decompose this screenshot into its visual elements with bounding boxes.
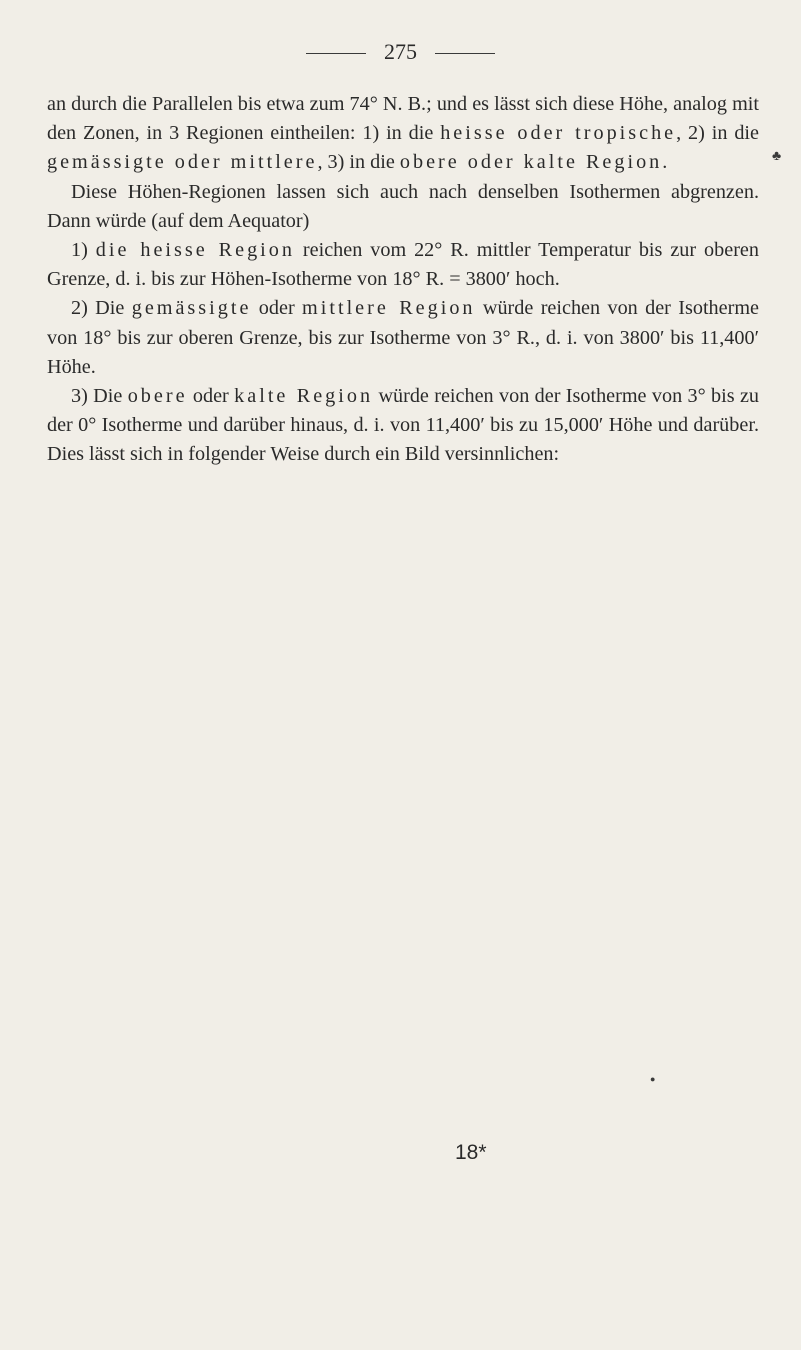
- spaced-emphasis: mittlere Region: [302, 297, 476, 320]
- text-run: .: [662, 151, 668, 174]
- text-run: oder: [251, 297, 303, 320]
- page-header: [0, 38, 801, 66]
- text-run: 2) Die: [71, 297, 132, 320]
- text-run: 3) Die: [71, 385, 128, 408]
- text-run: , 2) in die: [676, 122, 759, 145]
- text-run: reichen vom 22° R. mittler Temperatur bis zur oberen Grenze, d. i. bis zur Höhen-Isotherme von 18° R. = 3800′ hoch.: [47, 239, 759, 291]
- header-rule-left: [306, 53, 366, 54]
- spaced-emphasis: die heisse Region: [95, 239, 295, 262]
- text-run: 1): [71, 239, 96, 262]
- header-rule-right: [435, 53, 495, 54]
- spaced-emphasis: kalte Region: [234, 385, 374, 408]
- paragraph-1: [47, 90, 759, 178]
- spaced-emphasis: obere oder kalte Region: [399, 151, 663, 174]
- text-run: oder: [187, 385, 235, 408]
- paragraph-2: [47, 178, 759, 236]
- text-run: an durch die Parallelen bis etwa zum 74° N. B.; und es lässt sich diese Höhe, analog mit den Zonen, in 3 Regionen eintheilen: 1) in die: [47, 93, 759, 145]
- body-text: [47, 90, 759, 470]
- signature-mark: 18*: [455, 1141, 487, 1164]
- page-number: 275: [384, 39, 417, 64]
- spaced-emphasis: obere: [127, 385, 188, 408]
- spaced-emphasis: gemässigte: [131, 297, 252, 320]
- spaced-emphasis: heisse oder tropische: [440, 122, 677, 145]
- margin-speck: ●: [650, 1074, 656, 1084]
- text-run: Diese Höhen-Regionen lassen sich auch nach denselben Isothermen abgrenzen. Dann würde (auf dem Aequator): [47, 180, 759, 232]
- text-run: , 3) in die: [317, 151, 400, 174]
- spaced-emphasis: gemässigte oder mittlere: [47, 151, 318, 174]
- paragraph-5: [47, 382, 759, 470]
- text-run: würde reichen von der Isotherme von 3° bis zu der 0° Isotherme und darüber hinaus, d. i. von 11,400′ bis zu 15,000′ Höhe und darüber. Dies lässt sich in folgender Weise durch ein Bild versinnlichen:: [47, 385, 760, 466]
- margin-speck: ♣: [772, 149, 782, 164]
- paragraph-3: [47, 236, 759, 294]
- text-run: würde reichen von der Isotherme von 18° bis zur oberen Grenze, bis zur Isotherme von 3° R., d. i. von 3800′ bis 11,400′ Höhe.: [47, 297, 759, 378]
- paragraph-4: [47, 294, 759, 382]
